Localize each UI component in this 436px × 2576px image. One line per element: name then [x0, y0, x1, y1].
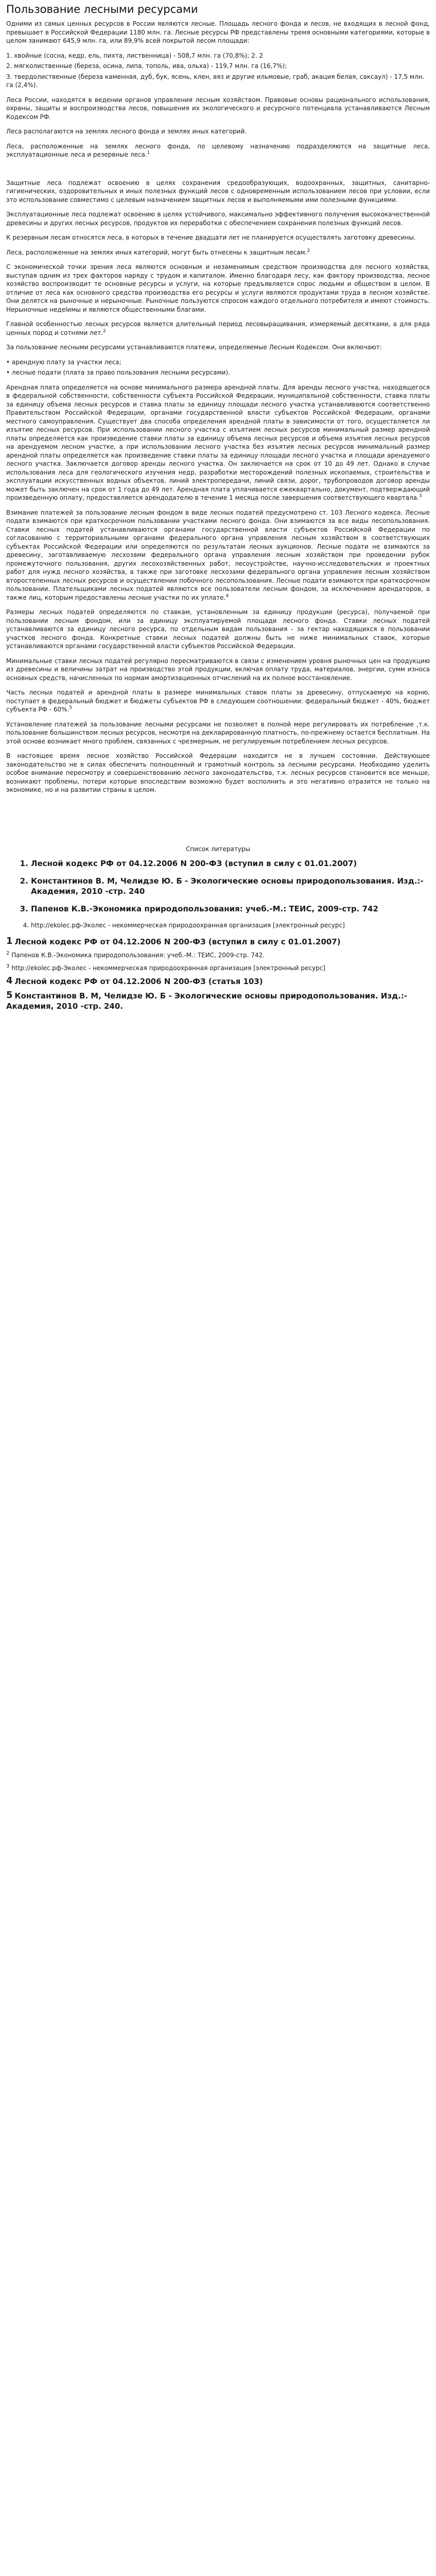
page-title: Пользование лесными ресурсами	[6, 3, 198, 15]
reference-item: 3. Папенов К.В.-Экономика природопользования: учеб.-М.: ТЕИС, 2009-стр. 742	[31, 904, 430, 914]
reference-item: 2. Константинов В. М, Челидзе Ю. Б - Экологические основы природопользования. Изд.:- Академия, 2010 -стр. 240	[31, 876, 430, 896]
footnote-text: http://ekolec.рф-Эколес - некоммерческая природоохранная организация [электронный ресурс]	[11, 964, 325, 972]
footnote-ref: 5	[69, 705, 73, 710]
paragraph: К резервным лесам относятся леса, в которых в течение двадцати лет не планируется осуществлять заготовку древесины.	[6, 234, 416, 241]
paragraph-text: Леса, расположенные на землях лесного фонда, по целевому назначению подразделяются на защитные леса, эксплуатационные леса и резервные леса.	[6, 142, 430, 158]
references-list	[6, 858, 430, 929]
footnote-ref: 2	[103, 328, 106, 334]
footnote-number: 1	[6, 936, 13, 946]
paragraph	[6, 248, 430, 257]
list-item: • арендную плату за участки леса;	[6, 358, 121, 366]
list-item: 3. твердолиственные (береза каменная, дуб, бук, ясень, клен, вяз и другие ильмовые, граб, акация белая, саксаул) - 17,5 млн. га (2,4%).	[6, 73, 425, 89]
paragraph-text: Взимание платежей за пользование лесным фондом в виде лесных податей предусмотрено ст. 103 Лесного кодекса. Лесные подати взимаются при краткосрочном пользовании участками лесного фонда. Они взимаются за все виды лесопользования. Ставки лесных податей устанавливаются органами государственной власти субъектов Российской Федерации по согласованию с территориальными органами федерального органа управления лесным хозяйством в соответствующих субъектах Российской Федерации или определяются по результатам лесных аукционов. Лесные подати не взимаются за древесину, заготавливаемую лесхозами федерального органа управления лесным хозяйством при проведении рубок промежуточного пользования, других лесохозяйственных работ, лесоустройстве, научно-исследовательских и проектных работ для нужд лесного хозяйства, а также при заготовке лесхозами федерального органа управления лесным хозяйством второстепенных лесных ресурсов и осуществлении побочного лесопользования. Лесные подати взимаются при краткосрочном пользовании. Плательщиками лесных податей являются все пользователи лесным фондом, за исключением арендаторов, а также лиц, которым предоставлены лесные участки по их уплате.	[6, 509, 430, 601]
paragraph	[6, 320, 430, 337]
paragraph: С экономической точки зрения леса являются основным и незаменимым средством производства для лесного хозяйства, выступая одним из трех факторов наряду с трудом и капиталом. Именно благодаря лесу, как фактору производства, лесное хозяйство воспроизводит те основные ресурсы и услуги, на которые предъявляется спрос людьми и обществом в целом. В отличие от леса как основного средства производства его ресурсы и услуги являются продуктами труда в лесном хозяйстве. Они делятся на рыночные и нерыночные. Рыночные пользуются спросом каждого отдельного потребителя и имеют стоимость. Нерыночные недelимы и являются общественными благами.	[6, 263, 430, 313]
spacer	[6, 801, 430, 814]
footnote-ref: 3	[418, 494, 422, 499]
paragraph-text: Арендная плата определяется на основе минимального размера арендной платы. Для аренды лесного участка, находящегося в федеральной собственности, собственности субъекта Российской Федерации, муниципальной собственности, ставка платы за единицу объема лесных ресурсов и ставка платы за единицу площади лесного участка устанавливаются соответственно Правительством Российской Федерации, органами государственной власти субъектов Российской Федерации, органами местного самоуправления. Существует два способа определения арендной платы в зависимости от того, осуществляется ли изъятие лесных ресурсов. При использовании лесного участка с изъятием лесных ресурсов минимальный размер арендной платы определяется как произведение ставки платы за единицу объема лесных ресурсов и объема изъятия лесных ресурсов на арендуемом лесном участке, а при использовании лесного участка без изъятия лесных ресурсов минимальный размер арендной платы определяется как произведение ставки платы за единицу площади лесного участка и площади арендуемого лесного участка. Заключается договор аренды лесного участка. Он заключается на срок от 10 до 49 лет. Однако в случае использования леса для геологического изучения недр, разработки месторождений полезных ископаемых, строительства и эксплуатации искусственных водных объектов, линий электропередачи, линий связи, дорог, трубопроводов договор аренды может быть заключен на срок от 1 года до 49 лет. Арендная плата уплачивается ежеквартально, документ, подтверждающий произведенную оплату, предоставляется арендодателю в течение 1 месяца после завершения соответствующего квартала.	[6, 383, 430, 501]
paragraph	[6, 509, 430, 602]
paragraph	[6, 142, 430, 159]
spacer	[6, 827, 430, 841]
paragraph	[6, 688, 430, 714]
paragraph: Леса располагаются на землях лесного фонда и землях иных категорий.	[6, 128, 247, 135]
paragraph: Эксплуатационные леса подлежат освоению в целях устойчивого, максимально эффективного получения высококачественной древесины и других лесных ресурсов, продуктов их переработки с обеспечением сохранения полезных функций лесов.	[6, 211, 430, 227]
footnote-text: Лесной кодекс РФ от 04.12.2006 N 200-ФЗ (вступил в силу с 01.01.2007)	[14, 937, 341, 946]
spacer	[6, 814, 430, 827]
footnote-ref: 4	[225, 593, 229, 599]
footnote-ref: 1	[147, 150, 150, 156]
payment-types-list	[6, 358, 430, 377]
forest-categories-list	[6, 52, 430, 90]
paragraph: Леса России, находятся в ведении органов управления лесным хозяйством. Правовые основы рационального использования, охраны, защиты и воспроизводства лесов, повышения их экологического и ресурсного потенциала устанавливаются Лесным Кодексом РФ.	[6, 96, 430, 121]
reference-item: 4. http://ekolec.рф-Эколес - некоммерческая природоохранная организация [электронный ресурс]	[31, 921, 430, 929]
footnote-number: 3	[6, 963, 10, 969]
footnote	[6, 937, 430, 947]
footnote-text: Константинов В. М, Челидзе Ю. Б - Экологические основы природопользования. Изд.:- Академия, 2010 -стр. 240.	[6, 991, 408, 1011]
footnote-ref: 2	[307, 248, 310, 253]
paragraph: Минимальные ставки лесных податей регулярно пересматриваются в связи с изменением уровня рыночных цен на продукцию из древесины и величины затрат на производство этой продукции, включая оплату труда, материалов, энергии, сумм износа основных средств, начисленных по нормам амортизационных отчислений на их полное восстановление.	[6, 657, 430, 682]
paragraph: Установление платежей за пользование лесными ресурсами не позволяет в полной мере регулировать их потребление ,т.к. пользование большинством лесных ресурсов, несмотря на декларированную платность, по-прежнему остается бесплатным. На этой основе возникает много проблем, связанных с чрезмерным, не регулируемым потреблением лесных ресурсов.	[6, 720, 430, 745]
footnote-text: Лесной кодекс РФ от 04.12.2006 N 200-ФЗ (статья 103)	[14, 977, 263, 986]
intro-paragraph: Одними из самых ценных ресурсов в России являются лесные. Площадь лесного фонда и лесов, не входящих в лесной фонд, превышает в Российской Федерации 1180 млн. га. Лесные ресурсы РФ представлены тремя основными категориями, которые в целом занимают 645,9 млн. га, или 89,9% всей покрытой лесом площади:	[6, 20, 430, 44]
footnote-text: Папенов К.В.-Экономика природопользования: учеб.-М.: ТЕИС, 2009-стр. 742.	[11, 952, 265, 959]
footnote-number: 5	[6, 990, 13, 1001]
list-item: • лесные подати (плата за право пользования лесными ресурсами).	[6, 369, 230, 376]
paragraph-text: Леса, расположенные на землях иных категорий, могут быть отнесены к защитным лесам.	[6, 248, 307, 256]
list-item: 1. хвойные (сосна, кедр, ель, пихта, лиственница) - 508,7 млн. га (70,8%); 2. 2	[6, 52, 264, 59]
footnote-number: 2	[6, 951, 10, 956]
paragraph-text: Главной особенностью лесных ресурсов является длительный период лесовыращивания, измеряемый десятками, а для ряда ценных пород и сотнями лет.	[6, 320, 430, 336]
footnote	[6, 951, 430, 960]
footnote	[6, 991, 430, 1011]
references-title: Список литературы	[185, 845, 251, 853]
spacer	[6, 165, 430, 179]
paragraph	[6, 383, 430, 502]
footnote	[6, 976, 430, 987]
footnote	[6, 964, 430, 973]
paragraph: В настоящее время лесное хозяйство Российской Федерации находится не в лучшем состоянии. Действующее законодательство не в силах обеспечить полноценный и грамотный контроль за лесными ресурсами. Необходимо уделить особое внимание пересмотру и совершенствованию лесного законодательства, т.к. лесных ресурсов становится все меньше, возникают проблемы, потери которые впоследствии возможно будет восполнить и это негативно отразится не только на экономике, но и на развитии страны в целом.	[6, 752, 430, 793]
paragraph-text: Часть лесных податей и арендной платы в размере минимальных ставок платы за древесину, отпускаемую на корню, поступает в федеральный бюджет и бюджеты субъектов РФ в следующем соотношении: федеральный бюджет - 40%, бюджет субъекта РФ - 60%.	[6, 689, 430, 713]
paragraph: За пользование лесными ресурсами устанавливаются платежи, определяемые Лесным Кодексом. Они включают:	[6, 344, 382, 351]
footnote-number: 4	[6, 975, 13, 986]
paragraph: Размеры лесных податей определяются по ставкам, установленным за единицу продукции (ресурса), получаемой при пользовании лесным фондом, или за единицу эксплуатируемой площади лесного фонда. Ставки лесных податей устанавливаются за единицу лесного ресурса, по отдельным видам пользования - за гектар находящихся в пользовании участков лесного фонда. Конкретные ставки лесных податей должны быть не ниже минимальных ставок, которые устанавливаются органами государственной власти субъектов Российской Федерации.	[6, 608, 430, 650]
reference-item: 1. Лесной кодекс РФ от 04.12.2006 N 200-ФЗ (вступил в силу с 01.01.2007)	[31, 858, 430, 869]
paragraph: Защитные леса подлежат освоению в целях сохранения средообразующих, водоохранных, защитных, санитарно-гигиенических, оздоровительных и иных полезных функций лесов с одновременным использованием лесов при условии, если это использование совместимо с целевым назначением защитных лесов и выполняемыми ими полезными функциями.	[6, 179, 430, 204]
list-item: 2. мягколиственные (береза, осина, липа, тополь, ива, ольха) - 119,7 млн. га (16,7%);	[6, 62, 287, 70]
